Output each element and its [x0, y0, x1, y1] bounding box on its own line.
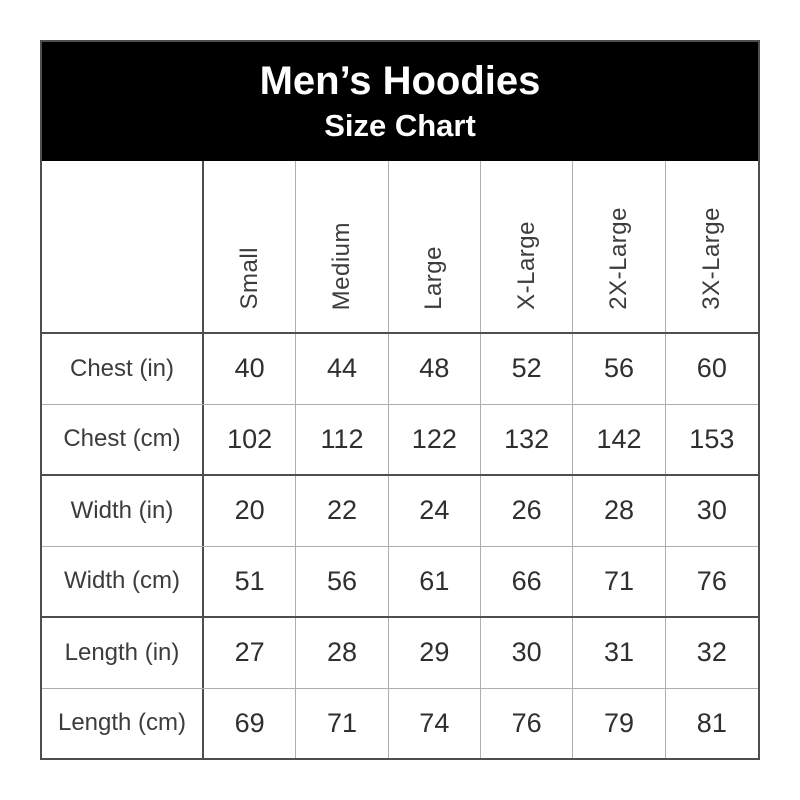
value-cell: 26	[481, 476, 573, 546]
value-cell: 30	[696, 495, 727, 526]
column-header-label: Large	[420, 246, 448, 310]
value-cell: 31	[573, 618, 665, 688]
value-cell: 79	[573, 689, 665, 759]
value-cell: 60	[696, 353, 727, 384]
row-label: Length (cm)	[42, 689, 204, 759]
value-cell: 102	[204, 405, 296, 475]
value-cell: 56	[296, 547, 388, 617]
table-row-chest-in	[42, 334, 758, 404]
value-cell: 61	[389, 547, 481, 617]
value-cell: 20	[204, 476, 296, 546]
column-header-small	[204, 161, 296, 332]
value-cell: 76	[481, 689, 573, 759]
value-cell: 74	[389, 689, 481, 759]
value-cell: 22	[296, 476, 388, 546]
table-row-width-cm	[42, 546, 758, 617]
column-header-label: Medium	[327, 221, 355, 310]
value-cell: 27	[204, 618, 296, 688]
row-label: Length (in)	[42, 618, 204, 688]
value-cell: 142	[573, 405, 665, 475]
size-chart-table	[40, 40, 760, 760]
row-label: Width (cm)	[42, 547, 204, 617]
chart-header-banner	[42, 42, 758, 161]
table-row-chest-cm	[42, 404, 758, 475]
value-cell: 132	[481, 405, 573, 475]
value-cell: 66	[481, 547, 573, 617]
value-cell: 69	[204, 689, 296, 759]
value-cell: 52	[481, 334, 573, 404]
value-cell: 153	[689, 423, 735, 454]
column-header-medium	[296, 161, 388, 332]
value-cell: 81	[696, 707, 727, 738]
row-label: Width (in)	[42, 476, 204, 546]
chart-title: Men’s Hoodies	[259, 58, 541, 103]
value-cell: 71	[296, 689, 388, 759]
value-cell: 28	[573, 476, 665, 546]
value-cell: 76	[696, 565, 727, 596]
table-row-width-in	[42, 474, 758, 546]
chart-subtitle: Size Chart	[324, 107, 476, 143]
value-cell: 48	[389, 334, 481, 404]
column-header-label: 3X-Large	[697, 207, 725, 310]
value-cell: 51	[204, 547, 296, 617]
value-cell: 71	[573, 547, 665, 617]
value-cell: 24	[389, 476, 481, 546]
column-header-label: Small	[235, 247, 263, 310]
value-cell: 29	[389, 618, 481, 688]
table-row-length-in	[42, 616, 758, 688]
value-cell: 28	[296, 618, 388, 688]
value-cell: 44	[296, 334, 388, 404]
column-header-label: X-Large	[512, 221, 540, 310]
column-header-label: 2X-Large	[604, 207, 632, 310]
corner-cell	[42, 161, 204, 332]
column-header-3x-large	[666, 161, 758, 332]
value-cell: 122	[389, 405, 481, 475]
size-header-row	[42, 161, 758, 334]
value-cell: 56	[573, 334, 665, 404]
row-label: Chest (cm)	[42, 405, 204, 475]
column-header-x-large	[481, 161, 573, 332]
value-cell: 32	[696, 637, 727, 668]
value-cell: 112	[296, 405, 388, 475]
column-header-large	[389, 161, 481, 332]
row-label: Chest (in)	[42, 334, 204, 404]
table-row-length-cm	[42, 688, 758, 759]
column-header-2x-large	[573, 161, 665, 332]
value-cell: 30	[481, 618, 573, 688]
value-cell: 40	[204, 334, 296, 404]
